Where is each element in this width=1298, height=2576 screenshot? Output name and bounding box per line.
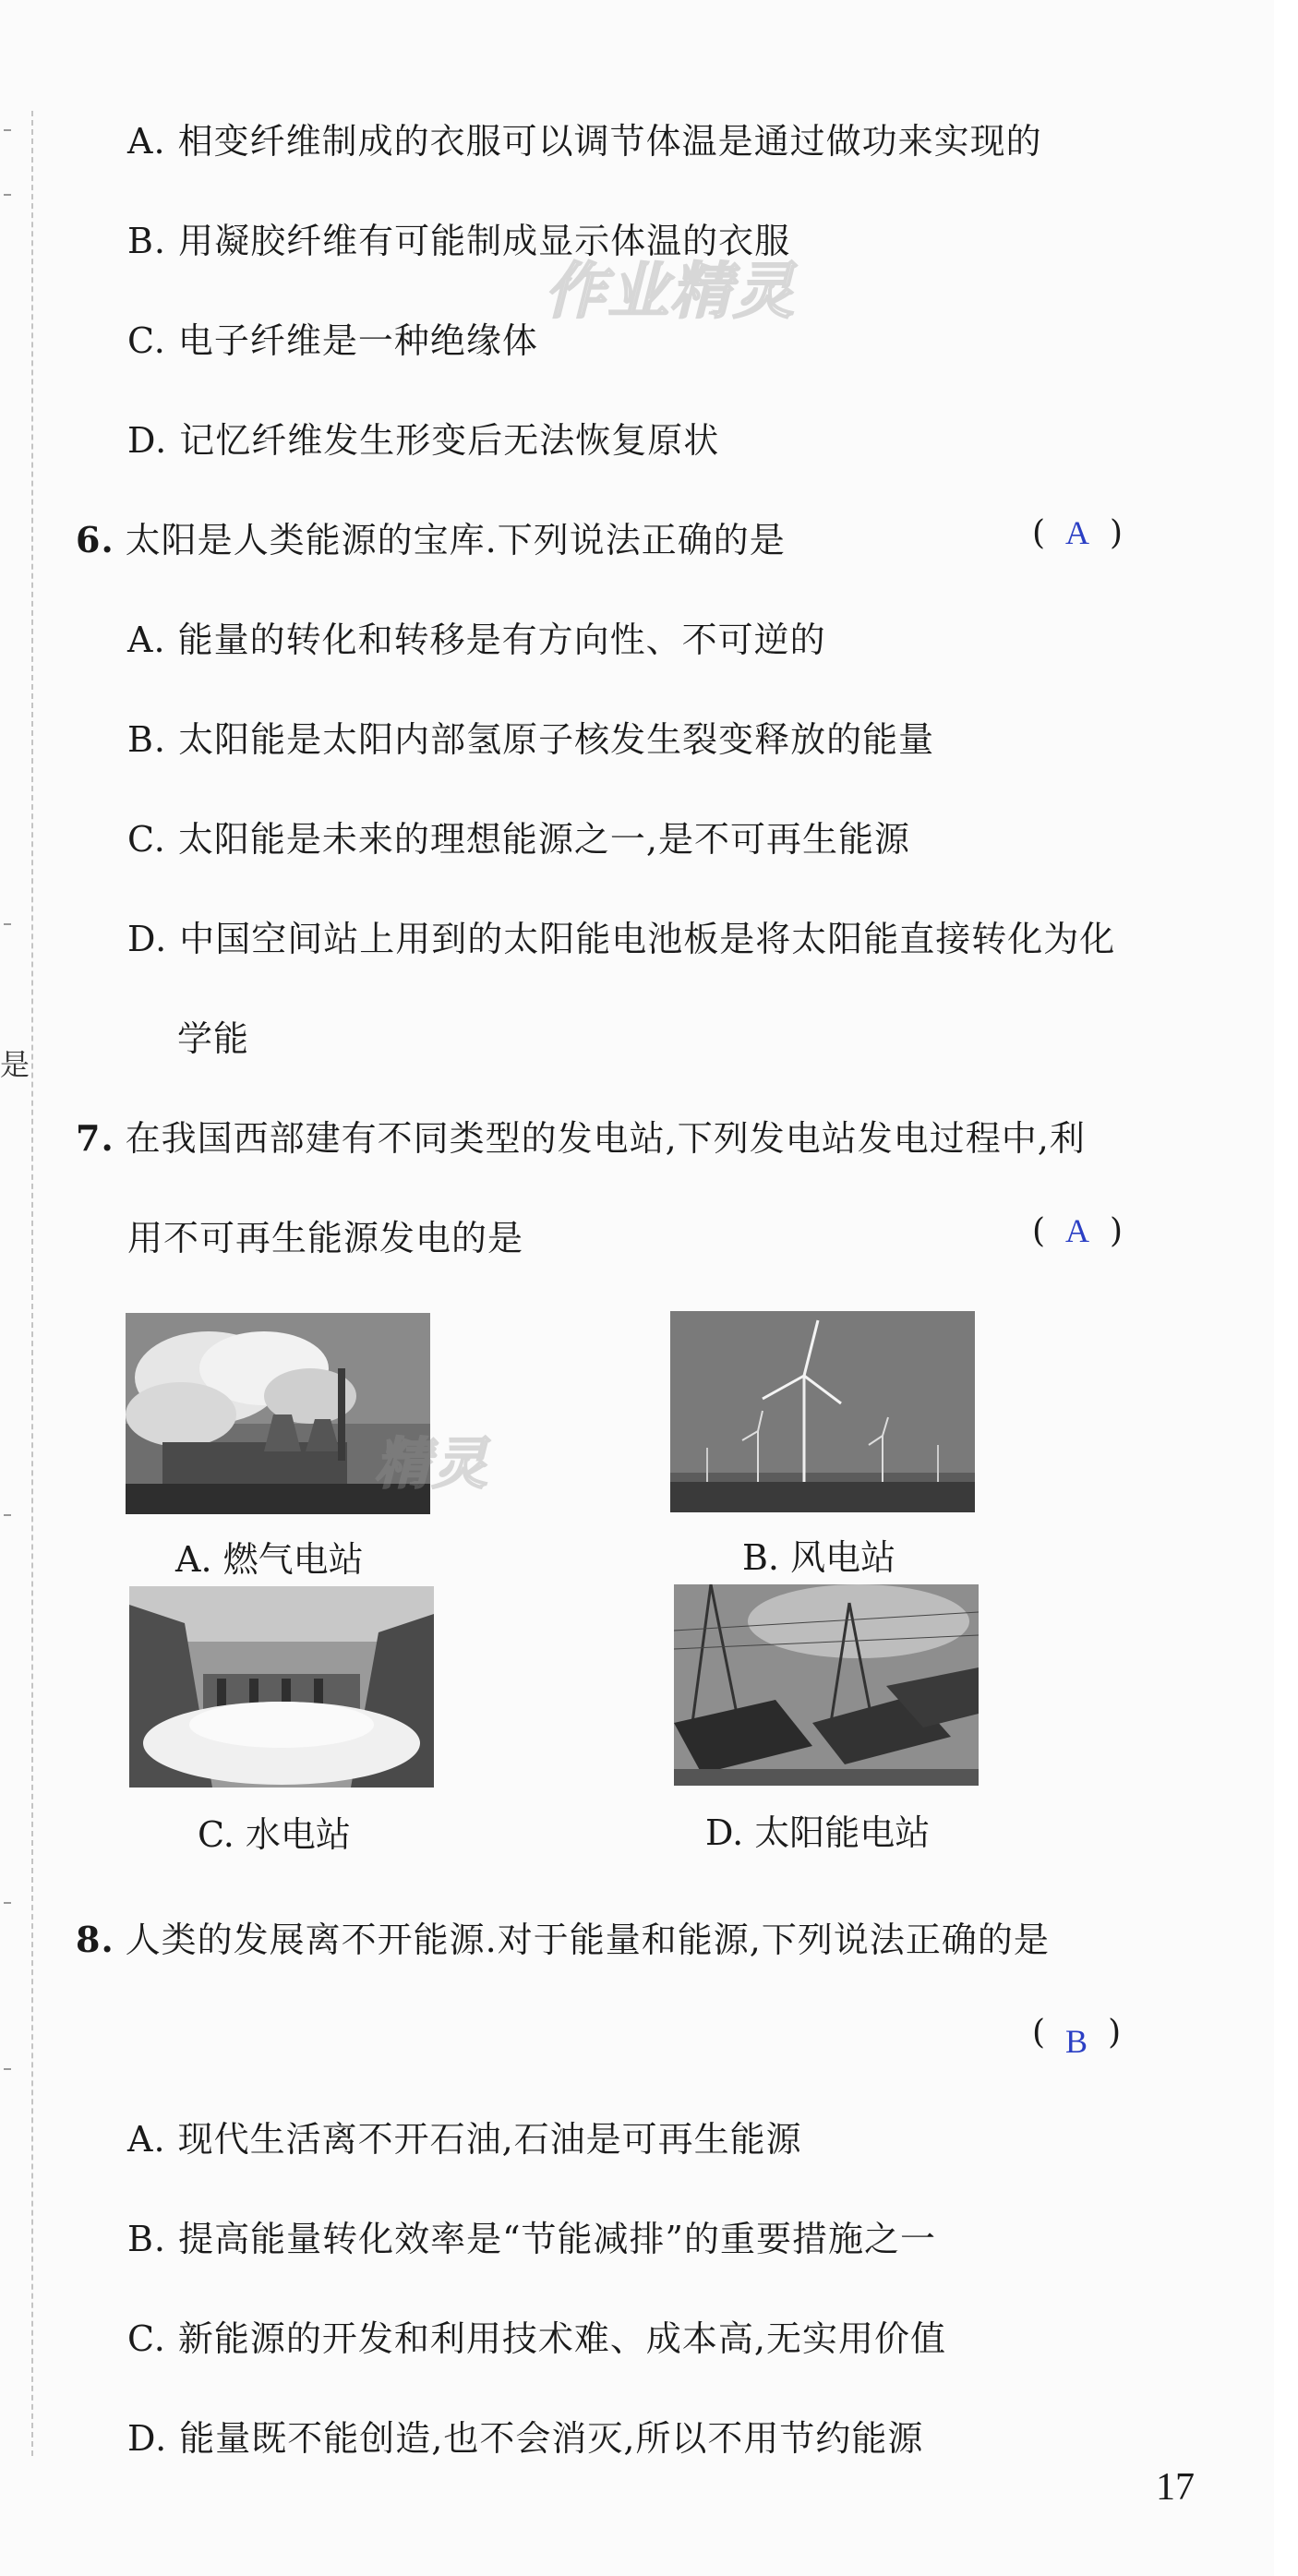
- paren-open: (: [1032, 514, 1046, 552]
- q8-option-d: D. 能量既不能创造,也不会消灭,所以不用节约能源: [127, 2418, 924, 2459]
- caption-b: B. 风电站: [742, 1537, 896, 1578]
- photo-wind-power-station: [670, 1311, 975, 1512]
- q6-stem-text: 太阳是人类能源的宝库.下列说法正确的是: [125, 520, 786, 560]
- margin-tick: [4, 923, 11, 925]
- q8-stem: [76, 1911, 1050, 1962]
- q7-stem-line1: 在我国西部建有不同类型的发电站,下列发电站发电过程中,利: [125, 1118, 1086, 1159]
- q8-stem-text: 人类的发展离不开能源.对于能量和能源,下列说法正确的是: [125, 1920, 1050, 1960]
- q8-option-c: C. 新能源的开发和利用技术难、成本高,无实用价值: [127, 2318, 946, 2359]
- q6-option-c: C. 太阳能是未来的理想能源之一,是不可再生能源: [127, 819, 910, 860]
- q7-stem: [76, 1110, 1086, 1161]
- q6-option-d-continued: 学能: [177, 1018, 250, 1059]
- q6-option-a: A. 能量的转化和转移是有方向性、不可逆的: [127, 620, 826, 660]
- q6-answer: A: [1065, 514, 1090, 551]
- photo-solar-power-station: [674, 1584, 979, 1786]
- paren-close: ): [1108, 2014, 1122, 2052]
- margin-tick: [4, 2068, 11, 2070]
- paren-close: ): [1110, 1212, 1124, 1250]
- q6-option-b: B. 太阳能是太阳内部氢原子核发生裂变释放的能量: [127, 719, 935, 760]
- paren-open: (: [1032, 1212, 1046, 1250]
- margin-tick: [4, 194, 11, 196]
- margin-tick: [4, 1902, 11, 1904]
- q6-stem: [76, 512, 786, 562]
- caption-a: A. 燃气电站: [175, 1539, 364, 1580]
- binding-margin-line: [31, 111, 33, 2456]
- q7-number: 7.: [76, 1117, 114, 1159]
- q8-answer: B: [1065, 2023, 1088, 2060]
- watermark: 精灵: [375, 1432, 489, 1497]
- caption-d: D. 太阳能电站: [705, 1812, 931, 1853]
- q7-answer: A: [1065, 1212, 1090, 1249]
- q7-stem-line2: 用不可再生能源发电的是: [127, 1218, 524, 1258]
- q6-option-d: D. 中国空间站上用到的太阳能电池板是将太阳能直接转化为化: [127, 919, 1116, 959]
- q6-answer-bracket: [1032, 513, 1123, 552]
- q5-option-b: B. 用凝胶纤维有可能制成显示体温的衣服: [127, 221, 791, 261]
- margin-edge-char: 是: [0, 1047, 30, 1082]
- q7-answer-bracket: [1032, 1211, 1123, 1250]
- paren-close: ): [1110, 514, 1124, 552]
- q5-option-c: C. 电子纤维是一种绝缘体: [127, 320, 538, 361]
- q5-option-d: D. 记忆纤维发生形变后无法恢复原状: [127, 420, 720, 461]
- page-number: 17: [1156, 2466, 1195, 2509]
- q5-option-a: A. 相变纤维制成的衣服可以调节体温是通过做功来实现的: [127, 121, 1042, 162]
- photo-hydro-power-station: [129, 1586, 434, 1788]
- q8-option-a: A. 现代生活离不开石油,石油是可再生能源: [127, 2119, 802, 2160]
- q6-number: 6.: [76, 519, 114, 560]
- caption-c: C. 水电站: [198, 1814, 351, 1855]
- q8-option-b: B. 提高能量转化效率是“节能减排”的重要措施之一: [127, 2219, 936, 2259]
- q8-answer-bracket: [1032, 2013, 1122, 2060]
- margin-tick: [4, 129, 11, 131]
- margin-tick: [4, 1514, 11, 1516]
- paren-open: (: [1032, 2014, 1046, 2052]
- q8-number: 8.: [76, 1919, 114, 1960]
- watermark: 作业精灵: [545, 256, 796, 327]
